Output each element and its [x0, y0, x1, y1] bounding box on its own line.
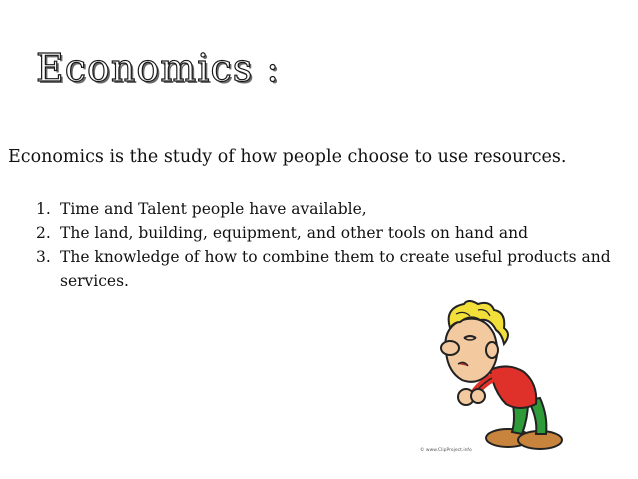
list-text: The knowledge of how to combine them to create useful products and services. [60, 248, 611, 290]
slide-title: Economics : [36, 46, 281, 90]
list-item [36, 221, 626, 245]
clipart-credit: © www.ClipProject.info [420, 448, 472, 453]
list-number: 3. [36, 248, 51, 266]
resource-list [36, 197, 626, 293]
list-number: 1. [36, 200, 51, 218]
list-text: Time and Talent people have available, [60, 200, 367, 218]
list-item [36, 245, 626, 293]
list-text: The land, building, equipment, and other tools on hand and [60, 224, 529, 242]
list-item [36, 197, 626, 221]
definition-text: Economics is the study of how people choose to use resources. [8, 147, 567, 167]
list-number: 2. [36, 224, 51, 242]
thinking-boy-clipart-icon [420, 300, 570, 465]
